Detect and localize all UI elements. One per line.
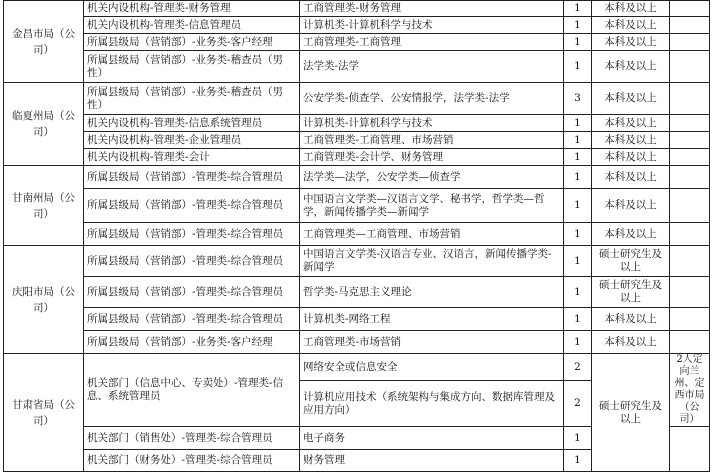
count-cell: 1: [564, 166, 592, 189]
major-cell: 计算机类-计算机科学与技术: [300, 17, 564, 34]
table-row: [4, 354, 710, 381]
note-cell: [670, 115, 710, 132]
note-cell: [670, 308, 710, 331]
count-cell: 1: [564, 331, 592, 354]
position-cell: 所属县级局（营销部）-业务类-客户经理: [84, 331, 300, 354]
table-row: [4, 83, 710, 115]
agency-cell: 庆阳市局（公司）: [4, 246, 84, 354]
count-cell: 1: [564, 427, 592, 450]
education-cell: 本科及以上: [592, 115, 670, 132]
position-cell: 所属县级局（营销部）-管理类-综合管理员: [84, 277, 300, 308]
position-cell: 机关内设机构-管理类-企业管理员: [84, 132, 300, 149]
education-cell: 本科及以上: [592, 189, 670, 223]
education-cell: 本科及以上: [592, 1, 670, 17]
table-row: [4, 51, 710, 83]
position-cell: 机关内设机构-管理类-信息管理员: [84, 17, 300, 34]
count-cell: 2: [564, 354, 592, 381]
position-cell: 所属县级局（营销部）-管理类-综合管理员: [84, 189, 300, 223]
position-cell: 所属县级局（营销部）-管理类-综合管理员: [84, 166, 300, 189]
education-cell: 本科及以上: [592, 132, 670, 149]
agency-cell: 金昌市局（公司）: [4, 1, 84, 83]
major-cell: 计算机应用技术（系统架构与集成方向、数据库管理及应用方向）: [300, 381, 564, 427]
position-cell: 所属县级局（营销部）-管理类-综合管理员: [84, 223, 300, 246]
table-row: [4, 1, 710, 17]
count-cell: 1: [564, 132, 592, 149]
table-row: [4, 17, 710, 34]
education-cell: 本科及以上: [592, 166, 670, 189]
note-cell: [670, 17, 710, 34]
count-cell: 1: [564, 149, 592, 166]
education-cell: 本科及以上: [592, 51, 670, 83]
position-cell: 机关内设机构-管理类-信息系统管理员: [84, 115, 300, 132]
table-row: [4, 149, 710, 166]
major-cell: 哲学类-马克思主义理论: [300, 277, 564, 308]
note-cell: [670, 83, 710, 115]
education-cell: 硕士研究生及以上: [592, 277, 670, 308]
position-cell: 机关内设机构-管理类-财务管理: [84, 1, 300, 17]
position-cell: 机关部门（信息中心、专卖处）-管理类-信息、系统管理员: [84, 354, 300, 427]
note-cell: [670, 246, 710, 277]
major-cell: 工商管理类—工商管理、市场营销: [300, 223, 564, 246]
major-cell: 电子商务: [300, 427, 564, 450]
count-cell: 1: [564, 1, 592, 17]
count-cell: 2: [564, 381, 592, 427]
education-cell: 本科及以上: [592, 331, 670, 354]
count-cell: 3: [564, 83, 592, 115]
note-cell: [670, 427, 710, 472]
note-cell: [670, 331, 710, 354]
education-cell: 本科及以上: [592, 149, 670, 166]
note-cell: [670, 132, 710, 149]
table-row: [4, 166, 710, 189]
count-cell: 1: [564, 277, 592, 308]
major-cell: 法学类-法学: [300, 51, 564, 83]
agency-cell: 临夏州局（公司）: [4, 83, 84, 166]
education-cell: 硕士研究生及以上: [592, 246, 670, 277]
position-cell: 所属县级局（营销部）-管理类-综合管理员: [84, 246, 300, 277]
count-cell: 1: [564, 34, 592, 51]
note-cell: [670, 189, 710, 223]
table-row: [4, 308, 710, 331]
position-cell: 机关内设机构-管理类-会计: [84, 149, 300, 166]
table-row: [4, 34, 710, 51]
position-cell: 所属县级局（营销部）-业务类-客户经理: [84, 34, 300, 51]
major-cell: 中国语言文学类—汉语言文学、秘书学，哲学类—哲学，新闻传播学类—新闻学: [300, 189, 564, 223]
major-cell: 工商管理类-工商管理: [300, 34, 564, 51]
education-cell: 本科及以上: [592, 34, 670, 51]
note-cell: [670, 277, 710, 308]
education-cell: 本科及以上: [592, 83, 670, 115]
table-row: [4, 223, 710, 246]
note-cell: 2人定向兰州、定西市局（公司）: [670, 354, 710, 427]
note-cell: [670, 166, 710, 189]
position-cell: 所属县级局（营销部）-业务类-稽查员（男性）: [84, 51, 300, 83]
recruitment-table: [3, 0, 710, 472]
major-cell: 计算机类-计算机科学与技术: [300, 115, 564, 132]
table-row: [4, 331, 710, 354]
count-cell: 1: [564, 51, 592, 83]
note-cell: [670, 223, 710, 246]
major-cell: 计算机类-网络工程: [300, 308, 564, 331]
count-cell: 1: [564, 308, 592, 331]
education-cell: 本科及以上: [592, 223, 670, 246]
agency-cell: 甘肃省局（公司）: [4, 354, 84, 472]
count-cell: 1: [564, 115, 592, 132]
note-cell: [670, 34, 710, 51]
count-cell: 1: [564, 246, 592, 277]
position-cell: 机关部门（销售处）-管理类-综合管理员: [84, 427, 300, 450]
position-cell: 所属县级局（营销部）-管理类-综合管理员: [84, 308, 300, 331]
major-cell: 网络安全或信息安全: [300, 354, 564, 381]
major-cell: 法学类—法学，公安学类—侦查学: [300, 166, 564, 189]
major-cell: 工商管理类-市场营销: [300, 331, 564, 354]
position-cell: 机关部门（财务处）-管理类-综合管理员: [84, 450, 300, 472]
table-row: [4, 277, 710, 308]
major-cell: 工商管理类-工商管理、市场营销: [300, 132, 564, 149]
major-cell: 公安学类-侦查学、公安情报学，法学类-法学: [300, 83, 564, 115]
major-cell: 中国语言文学类-汉语言专业、汉语言，新闻传播学类-新闻学: [300, 246, 564, 277]
education-cell: 硕士研究生及以上: [592, 354, 670, 472]
major-cell: 工商管理类-财务管理: [300, 1, 564, 17]
note-cell: [670, 1, 710, 17]
agency-cell: 甘南州局（公司）: [4, 166, 84, 246]
table-row: [4, 189, 710, 223]
position-cell: 所属县级局（营销部）-业务类-稽查员（男性）: [84, 83, 300, 115]
education-cell: 本科及以上: [592, 308, 670, 331]
table-row: [4, 246, 710, 277]
education-cell: 本科及以上: [592, 17, 670, 34]
note-cell: [670, 149, 710, 166]
count-cell: 1: [564, 189, 592, 223]
major-cell: 财务管理: [300, 450, 564, 472]
major-cell: 工商管理类-会计学、财务管理: [300, 149, 564, 166]
count-cell: 1: [564, 450, 592, 472]
count-cell: 1: [564, 223, 592, 246]
note-cell: [670, 51, 710, 83]
count-cell: 1: [564, 17, 592, 34]
table-row: [4, 132, 710, 149]
table-row: [4, 115, 710, 132]
